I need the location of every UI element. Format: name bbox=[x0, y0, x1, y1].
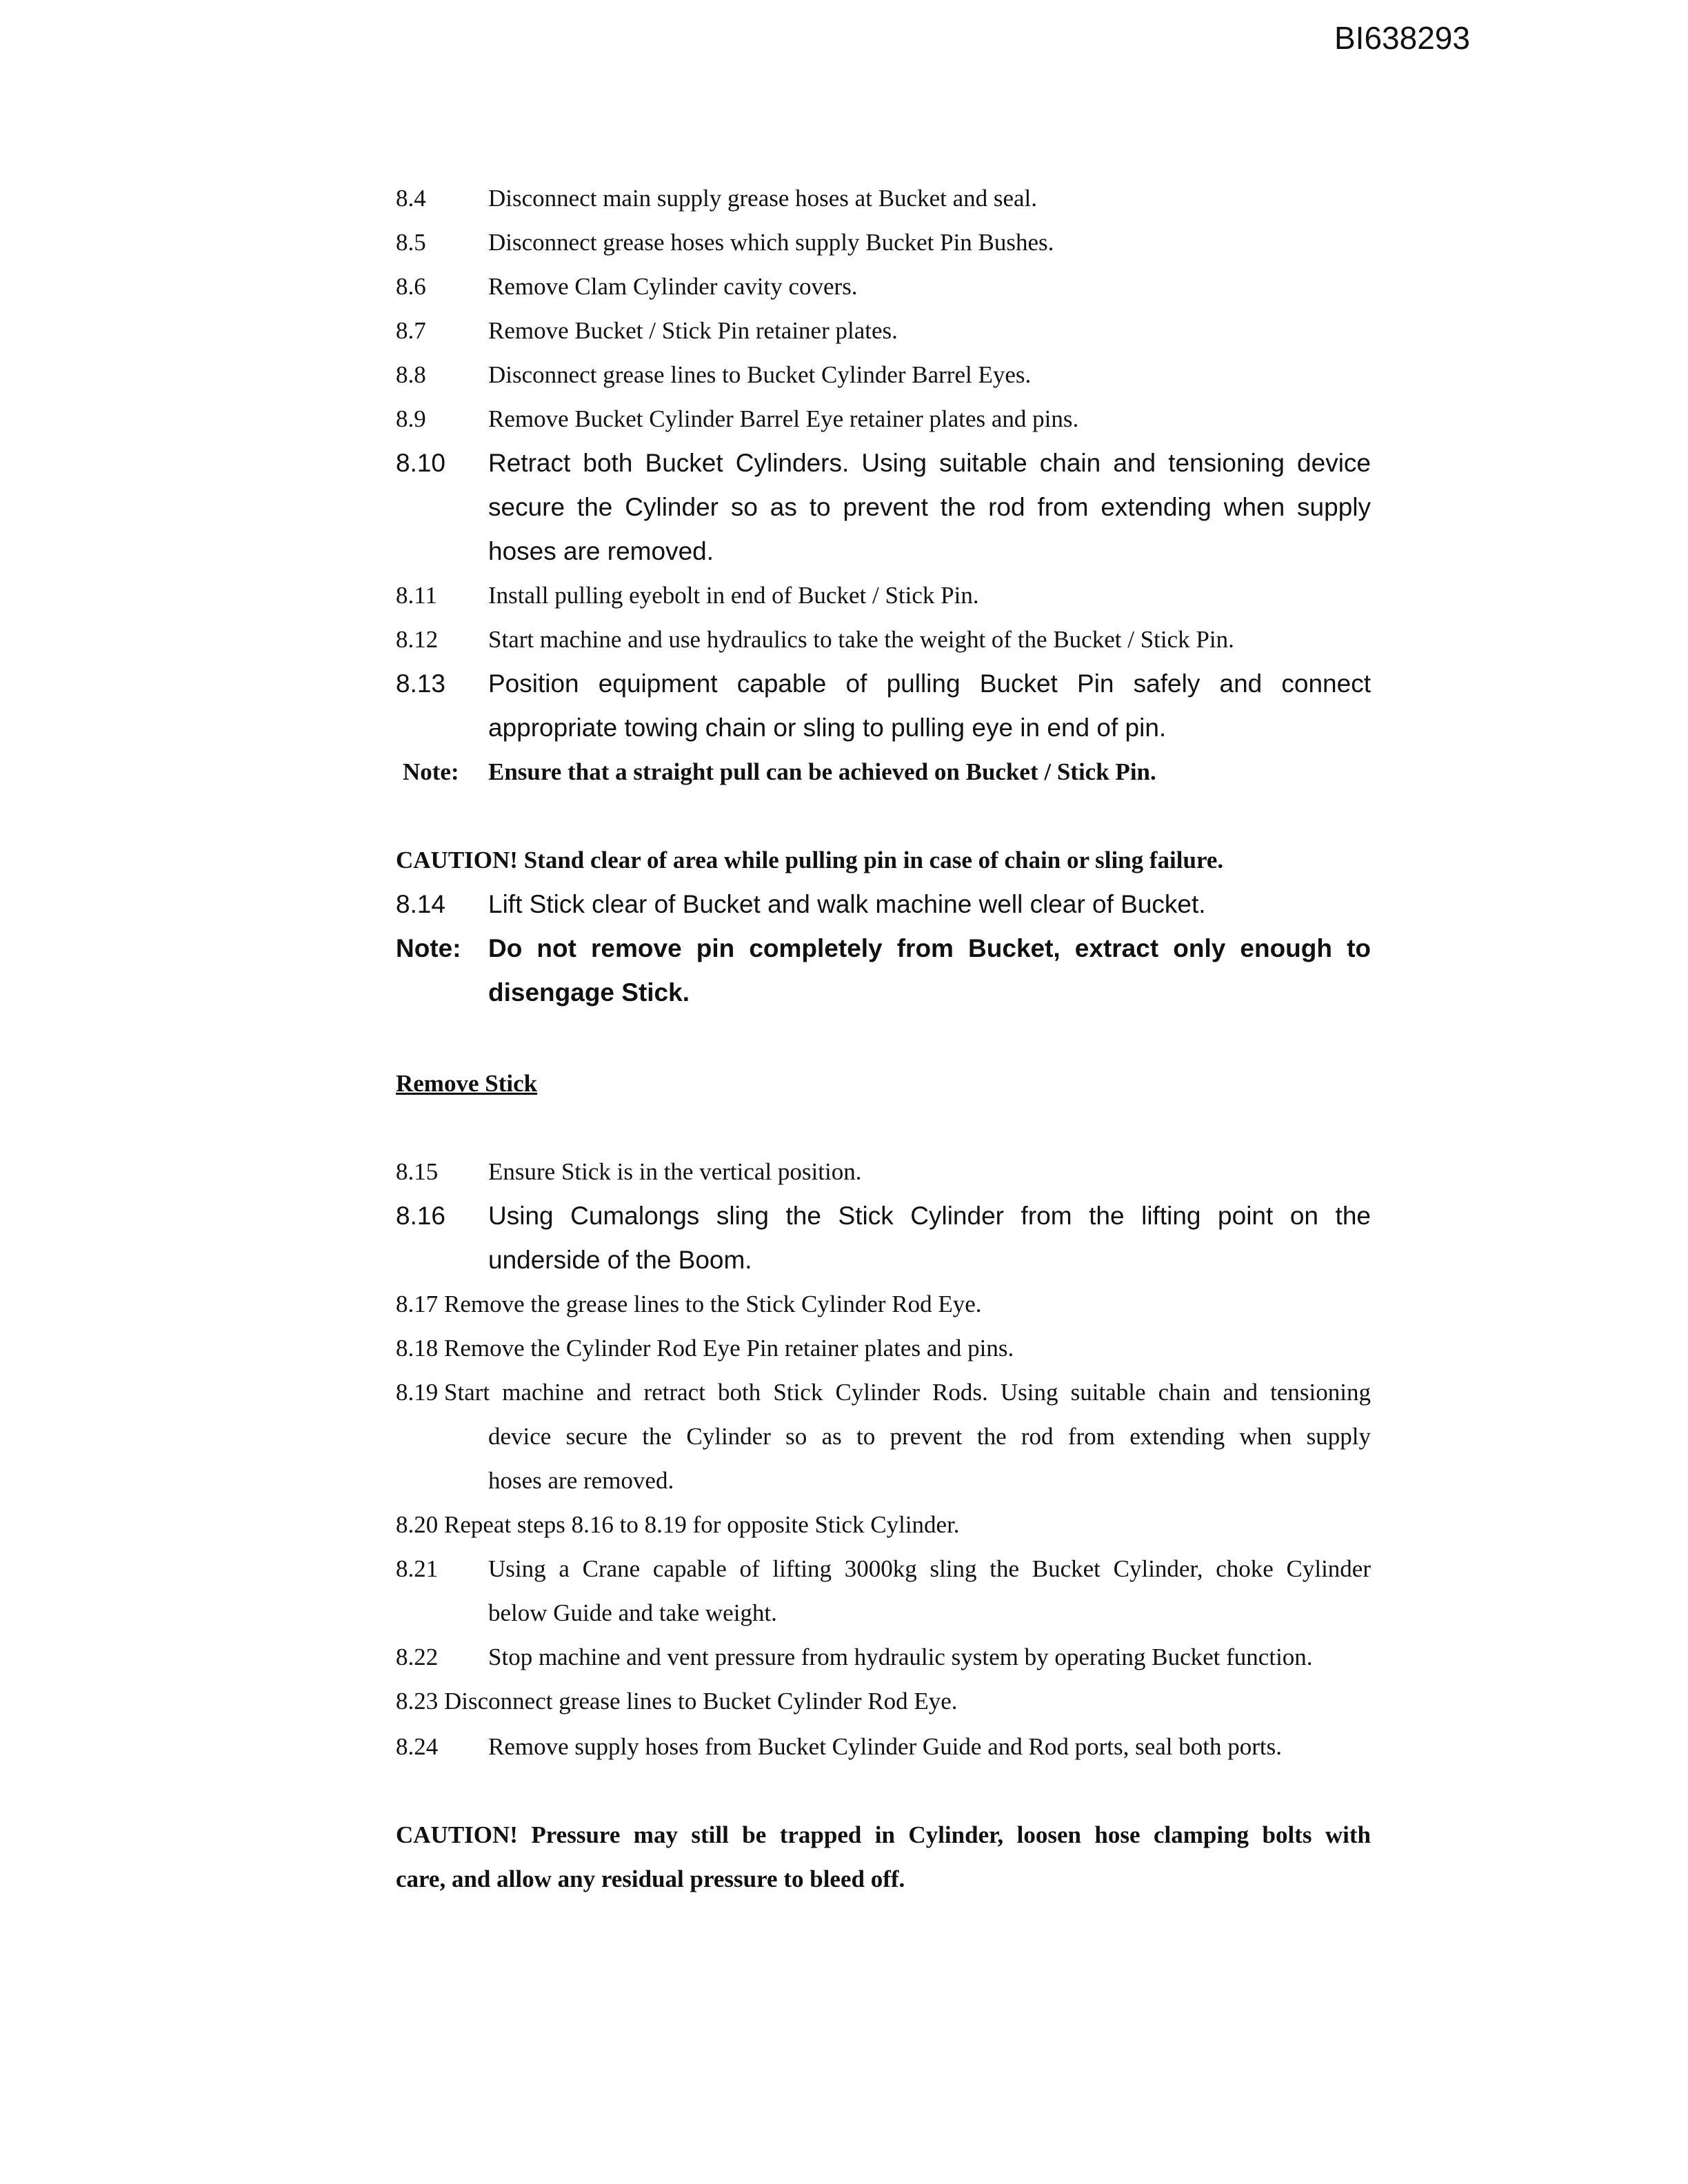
step-text: Install pulling eyebolt in end of Bucket / Stick Pin. bbox=[488, 582, 979, 609]
step-8-16-cont bbox=[396, 1238, 1371, 1282]
note-do-not-remove-pin-cont bbox=[396, 971, 1371, 1015]
step-number: 8.20 bbox=[396, 1511, 439, 1538]
step-8-16 bbox=[396, 1194, 1371, 1238]
step-text-line-2: secure the Cylinder so as to prevent the rod from extending when supply bbox=[488, 493, 1371, 521]
step-text: Remove the Cylinder Rod Eye Pin retainer plates and pins. bbox=[444, 1335, 1014, 1362]
step-text: Remove Clam Cylinder cavity covers. bbox=[488, 273, 858, 300]
step-text: Disconnect grease lines to Bucket Cylinder Barrel Eyes. bbox=[488, 361, 1032, 388]
step-text-line-1: Using Cumalongs sling the Stick Cylinder from the lifting point on the bbox=[488, 1202, 1371, 1230]
step-number: 8.13 bbox=[396, 669, 446, 698]
document-id: BI638293 bbox=[1334, 20, 1470, 56]
step-text: Remove the grease lines to the Stick Cylinder Rod Eye. bbox=[444, 1291, 982, 1317]
step-text: Stop machine and vent pressure from hydraulic system by operating Bucket function. bbox=[488, 1644, 1313, 1670]
step-8-15 bbox=[396, 1150, 1371, 1194]
step-8-22 bbox=[396, 1635, 1371, 1679]
step-8-4 bbox=[396, 176, 1371, 221]
note-text-line-1: Do not remove pin completely from Bucket, extract only enough to bbox=[488, 934, 1371, 962]
step-text: Disconnect grease hoses which supply Bucket Pin Bushes. bbox=[488, 229, 1054, 256]
step-text: Remove Bucket / Stick Pin retainer plates. bbox=[488, 317, 898, 344]
step-8-5 bbox=[396, 221, 1371, 265]
step-number: 8.11 bbox=[396, 582, 437, 609]
step-text: Remove supply hoses from Bucket Cylinder Guide and Rod ports, seal both ports. bbox=[488, 1733, 1282, 1760]
step-8-7 bbox=[396, 309, 1371, 353]
note-label: Note: bbox=[396, 934, 461, 962]
step-8-10-cont bbox=[396, 485, 1371, 529]
step-text: Disconnect main supply grease hoses at Bucket and seal. bbox=[488, 185, 1038, 212]
step-8-24 bbox=[396, 1725, 1371, 1769]
note-straight-pull bbox=[396, 750, 1371, 794]
step-number: 8.24 bbox=[396, 1733, 439, 1760]
step-text-line-1: Position equipment capable of pulling Bucket Pin safely and connect bbox=[488, 669, 1371, 698]
step-8-18 bbox=[396, 1326, 1371, 1371]
step-number: 8.9 bbox=[396, 405, 426, 432]
step-number: 8.5 bbox=[396, 229, 426, 256]
step-8-21-cont bbox=[396, 1591, 1371, 1635]
step-8-14 bbox=[396, 882, 1371, 927]
step-text-line-3: hoses are removed. bbox=[488, 1467, 674, 1494]
step-8-10 bbox=[396, 441, 1371, 485]
caution-trapped-pressure-line-2: care, and allow any residual pressure to bleed off. bbox=[396, 1866, 905, 1892]
step-text-line-1: Retract both Bucket Cylinders. Using suitable chain and tensioning device bbox=[488, 449, 1371, 477]
note-text-line-2: disengage Stick. bbox=[488, 978, 690, 1007]
step-8-9 bbox=[396, 397, 1371, 441]
step-number: 8.15 bbox=[396, 1158, 439, 1185]
step-number: 8.18 bbox=[396, 1335, 439, 1362]
step-8-12 bbox=[396, 618, 1371, 662]
step-8-23 bbox=[396, 1679, 1371, 1723]
step-text: Remove Bucket Cylinder Barrel Eye retainer plates and pins. bbox=[488, 405, 1079, 432]
section-heading-remove-stick: Remove Stick bbox=[396, 1070, 538, 1097]
step-8-19-cont bbox=[396, 1459, 1371, 1503]
step-8-10-cont bbox=[396, 529, 1371, 574]
step-8-6 bbox=[396, 265, 1371, 309]
caution-trapped-pressure-line-1: CAUTION! Pressure may still be trapped in Cylinder, loosen hose clamping bolts with bbox=[396, 1821, 1371, 1848]
step-8-19 bbox=[396, 1371, 1371, 1415]
step-text: Repeat steps 8.16 to 8.19 for opposite Stick Cylinder. bbox=[444, 1511, 960, 1538]
step-text-line-2: below Guide and take weight. bbox=[488, 1599, 777, 1626]
step-number: 8.7 bbox=[396, 317, 426, 344]
note-do-not-remove-pin bbox=[396, 927, 1371, 971]
step-number: 8.14 bbox=[396, 890, 446, 918]
note-label: Note: bbox=[403, 758, 459, 785]
step-8-11 bbox=[396, 574, 1371, 618]
step-8-13-cont bbox=[396, 706, 1371, 750]
step-8-19-cont bbox=[396, 1415, 1371, 1459]
step-number: 8.16 bbox=[396, 1202, 446, 1230]
step-8-8 bbox=[396, 353, 1371, 397]
note-text: Ensure that a straight pull can be achieved on Bucket / Stick Pin. bbox=[488, 758, 1156, 785]
step-number: 8.23 bbox=[396, 1688, 439, 1715]
step-8-20 bbox=[396, 1503, 1371, 1547]
step-number: 8.19 bbox=[396, 1379, 439, 1406]
step-text: Start machine and use hydraulics to take the weight of the Bucket / Stick Pin. bbox=[488, 626, 1234, 653]
step-8-21 bbox=[396, 1547, 1371, 1591]
step-text-line-2: underside of the Boom. bbox=[488, 1246, 752, 1274]
step-8-13 bbox=[396, 662, 1371, 706]
step-number: 8.21 bbox=[396, 1555, 439, 1582]
step-8-17 bbox=[396, 1282, 1371, 1326]
step-text: Ensure Stick is in the vertical position. bbox=[488, 1158, 862, 1185]
step-number: 8.12 bbox=[396, 626, 439, 653]
step-text-line-1: Using a Crane capable of lifting 3000kg sling the Bucket Cylinder, choke Cylinder bbox=[488, 1555, 1371, 1582]
step-text-line-1: Start machine and retract both Stick Cylinder Rods. Using suitable chain and tensioning bbox=[444, 1379, 1371, 1406]
step-text: Lift Stick clear of Bucket and walk machine well clear of Bucket. bbox=[488, 890, 1206, 918]
step-number: 8.6 bbox=[396, 273, 426, 300]
step-number: 8.22 bbox=[396, 1644, 439, 1670]
step-number: 8.10 bbox=[396, 449, 446, 477]
step-text-line-2: device secure the Cylinder so as to prevent the rod from extending when supply bbox=[488, 1423, 1371, 1450]
step-number: 8.4 bbox=[396, 185, 426, 212]
step-number: 8.17 bbox=[396, 1291, 439, 1317]
caution-stand-clear: CAUTION! Stand clear of area while pulling pin in case of chain or sling failure. bbox=[396, 847, 1224, 873]
step-number: 8.8 bbox=[396, 361, 426, 388]
step-text-line-3: hoses are removed. bbox=[488, 537, 714, 565]
step-text-line-2: appropriate towing chain or sling to pulling eye in end of pin. bbox=[488, 714, 1167, 742]
step-text: Disconnect grease lines to Bucket Cylinder Rod Eye. bbox=[444, 1688, 958, 1715]
